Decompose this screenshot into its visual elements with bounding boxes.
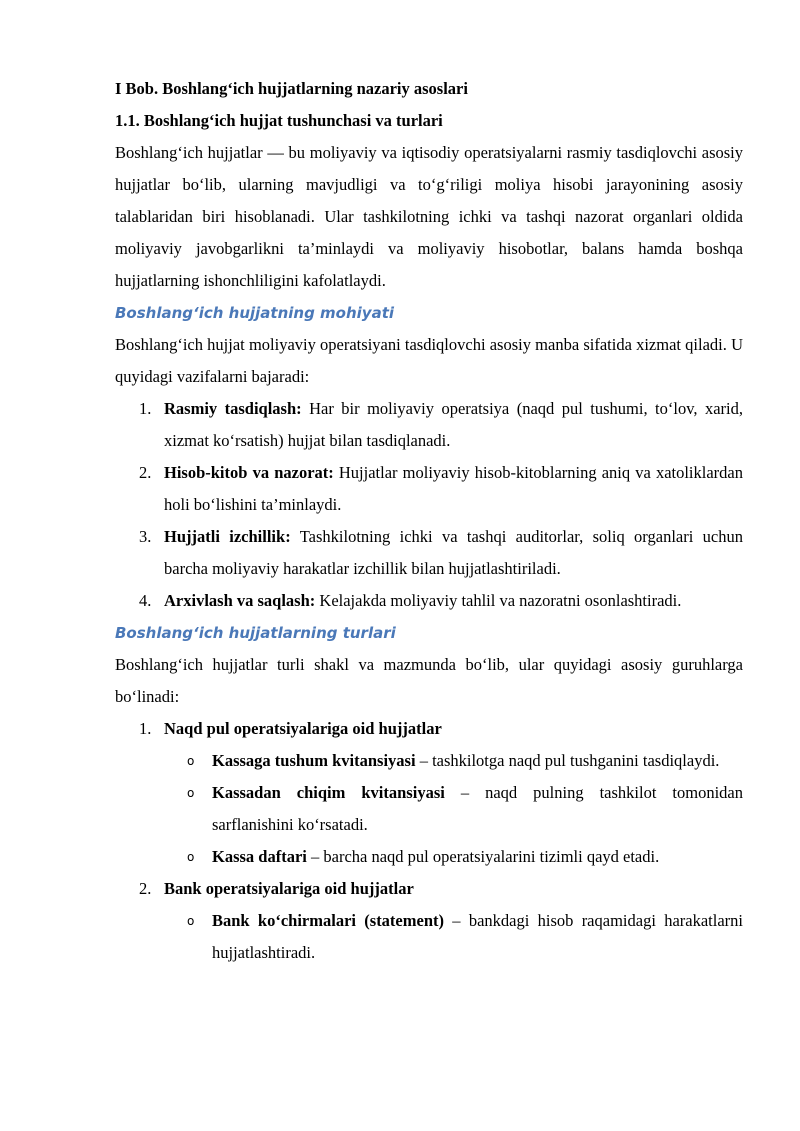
group-title: Naqd pul operatsiyalariga oid hujjatlar	[164, 719, 442, 738]
document-content	[115, 73, 743, 969]
list-item-text: Har bir moliyaviy operatsiya (naqd pul tushumi, to‘lov, xarid, xizmat ko‘rsatish) hujjat bilan tasdiqlanadi.	[164, 399, 743, 450]
essence-heading: Boshlang‘ich hujjatning mohiyati	[115, 304, 395, 322]
intro-paragraph: Boshlang‘ich hujjatlar — bu moliyaviy va iqtisodiy operatsiyalarni rasmiy tasdiqlovchi asosiy hujjatlar bo‘lib, ularning mavjudligi va to‘g‘riligi moliya hisobi jarayonining asosiy talablaridan biri hisoblanadi. Ular tashkilotning ichki va tashqi nazorat organlari oldida moliyaviy javobgarlikni ta’minlaydi va moliyaviy hisobotlar, balans hamda boshqa hujjatlarning ishonchliligini kafolatlaydi.	[115, 143, 743, 290]
list-item	[115, 745, 743, 777]
bank-documents-list	[115, 905, 743, 969]
chapter-title: I Bob. Boshlang‘ich hujjatlarning nazariy asoslari	[115, 79, 468, 98]
list-item-term: Rasmiy tasdiqlash:	[164, 399, 302, 418]
list-number: 2.	[139, 879, 152, 898]
list-item	[115, 585, 743, 617]
list-item-text: – barcha naqd pul operatsiyalarini tizimli qayd etadi.	[306, 847, 660, 866]
essence-list	[115, 393, 743, 617]
types-list-continued	[115, 873, 743, 905]
list-item-term: Arxivlash va saqlash:	[164, 591, 316, 610]
list-item	[115, 457, 743, 521]
list-item-term: Kassadan chiqim kvitansiyasi	[212, 783, 445, 802]
list-item-text: Kelajakda moliyaviy tahlil va nazoratni osonlashtiradi.	[315, 591, 682, 610]
types-heading: Boshlang‘ich hujjatlarning turlari	[115, 624, 396, 642]
list-item-term: Kassa daftari	[212, 847, 307, 866]
list-number: 2.	[139, 463, 152, 482]
section-title: 1.1. Boshlang‘ich hujjat tushunchasi va turlari	[115, 111, 443, 130]
bullet-icon: o	[187, 850, 195, 864]
list-item	[115, 777, 743, 841]
list-number: 1.	[139, 399, 152, 418]
group-item-cash	[115, 713, 743, 745]
list-number: 3.	[139, 527, 152, 546]
list-item-text: – naqd pulning tashkilot tomonidan sarflanishini ko‘rsatadi.	[212, 783, 744, 834]
list-number: 1.	[139, 719, 152, 738]
group-title: Bank operatsiyalariga oid hujjatlar	[164, 879, 414, 898]
types-list	[115, 713, 743, 745]
list-item-text: Tashkilotning ichki va tashqi auditorlar, soliq organlari uchun barcha moliyaviy harakatlar izchillik bilan hujjatlashtiriladi.	[164, 527, 743, 578]
list-item	[115, 393, 743, 457]
list-item-term: Hisob-kitob va nazorat:	[164, 463, 334, 482]
group-item-bank	[115, 873, 743, 905]
list-item-term: Hujjatli izchillik:	[164, 527, 291, 546]
list-item-term: Bank ko‘chirmalari (statement)	[212, 911, 444, 930]
list-item-text: – tashkilotga naqd pul tushganini tasdiqlaydi.	[415, 751, 720, 770]
list-item	[115, 905, 743, 969]
list-item-term: Kassaga tushum kvitansiyasi	[212, 751, 416, 770]
types-paragraph: Boshlang‘ich hujjatlar turli shakl va mazmunda bo‘lib, ular quyidagi asosiy guruhlarga bo‘linadi:	[115, 655, 743, 706]
bullet-icon: o	[187, 754, 195, 768]
bullet-icon: o	[187, 786, 195, 800]
list-item	[115, 521, 743, 585]
list-item-text: – bankdagi hisob raqamidagi harakatlarni hujjatlashtiradi.	[212, 911, 743, 962]
bullet-icon: o	[187, 914, 195, 928]
cash-documents-list	[115, 745, 743, 873]
list-item-text: Hujjatlar moliyaviy hisob-kitoblarning aniq va xatoliklardan holi bo‘lishini ta’minlaydi.	[164, 463, 743, 514]
list-number: 4.	[139, 591, 152, 610]
essence-paragraph: Boshlang‘ich hujjat moliyaviy operatsiyani tasdiqlovchi asosiy manba sifatida xizmat qiladi. U quyidagi vazifalarni bajaradi:	[115, 335, 743, 386]
list-item	[115, 841, 743, 873]
